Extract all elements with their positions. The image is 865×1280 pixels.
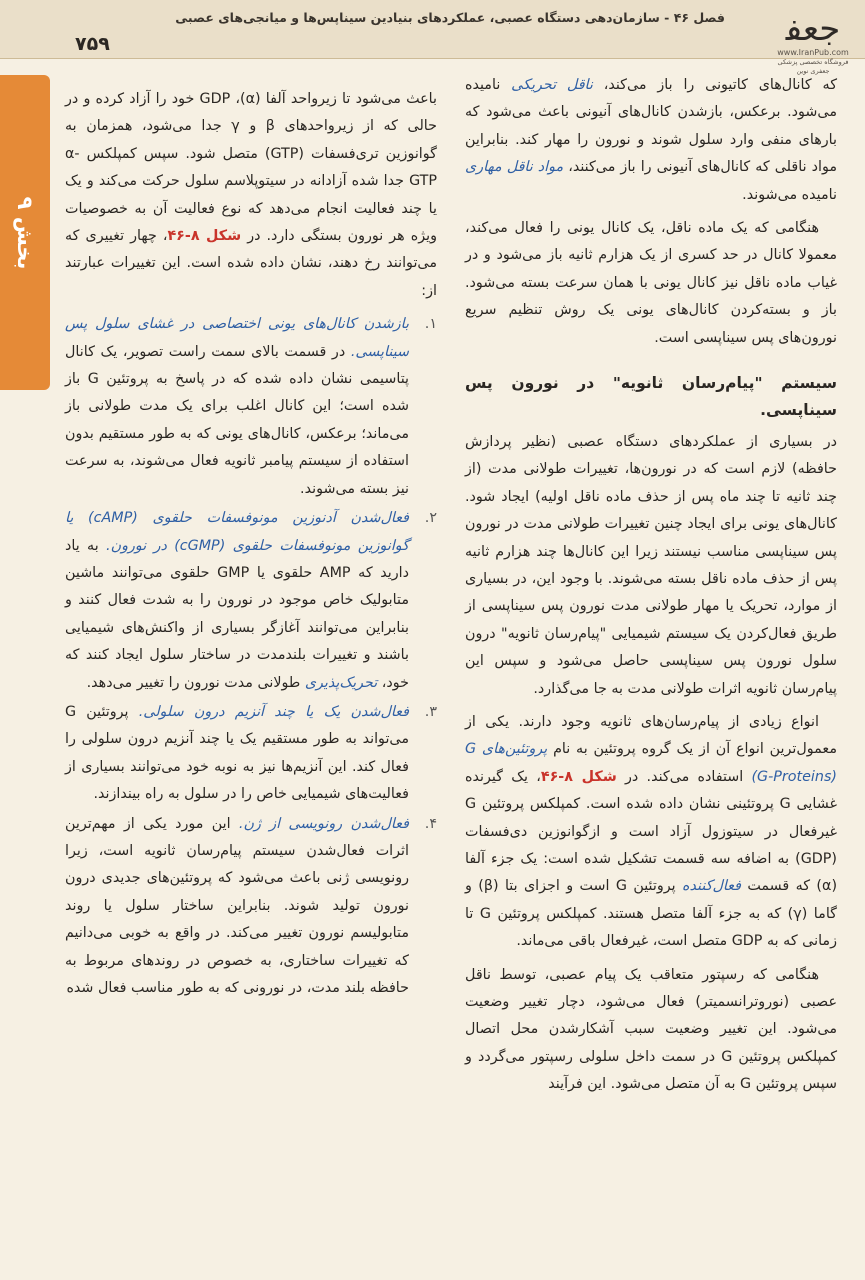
paragraph: هنگامی که رسپتور متعاقب یک پیام عصبی، توسط ناقل عصبی (نوروترانسمیتر) فعال می‌شود، دچار تغییر وضعیت می‌شود. این تغییر وضعیت سبب آشکارشدن محل اتصال کمپلکس پروتئین G در سمت داخل سلولی رسپتور می‌گردد و سپس پروتئین G به آن متصل می‌شود. این فرآیند <box>465 966 838 1093</box>
list-item <box>65 699 437 809</box>
list-item-term: فعال‌شدن آدنوزین مونوفسفات حلقوی (cAMP) یا گوانوزین مونوفسفات حلقوی (cGMP) در نورون. <box>65 510 410 554</box>
term-inhibitory: مواد ناقل مهاری <box>465 159 564 176</box>
list-item-body: به یاد دارید که AMP حلقوی یا GMP حلقوی می‌توانند ماشین متابولیک خاص موجود در نورون را به شدت فعال کنند و بنابراین می‌توانند آغازگر بسیاری از واکنش‌های شیمیایی باشند و تغییرات بلندمدت در ساختار سلول ایجاد کنند که خود، <box>65 537 409 691</box>
paragraph: انواع زیادی از پیام‌رسان‌های ثانویه وجود دارند. یکی از معمول‌ترین انواع آن از یک گروه پروتئین به نام پروتئین‌های G (G-Proteins) استفاده می‌کند. در شکل ۸-۴۶، یک گیرنده غشایی G پروتئینی نشان داده شده است. کمپلکس پروتئین G غیرفعال در سیتوزول آزاد است و ازگوانوزین دی‌فسفات (GDP) به اضافه سه قسمت تشکیل شده است: یک جزء آلفا (α) که قسمت فعال‌کننده پروتئین G است و اجزای بتا (β) و گاما (γ) که به جزء آلفا متصل هستند. کمپلکس پروتئین G تا زمانی که به GDP متصل است، غیرفعال باقی می‌ماند. <box>465 713 838 950</box>
list-item-body: در قسمت بالای سمت راست تصویر، یک کانال پتاسیمی نشان داده شده که در پاسخ به پروتئین G باز شده است؛ این کانال اغلب برای یک مدت طولانی باز می‌ماند؛ برعکس، کانال‌های یونی که به طور مستقیم بدون استفاده از سیستم پیامبر ثانویه فعال می‌شوند، به سرعت نیز بسته می‌شوند. <box>65 343 409 497</box>
list-item-term: فعال‌شدن رونویسی از ژن. <box>238 815 409 832</box>
logo-mark-icon: ﺟﻌﻔ <box>785 9 841 49</box>
paragraph: در بسیاری از عملکردهای دستگاه عصبی (نظیر پردازش حافظه) لازم است که در نورون‌ها، تغییرات طولانی مدت (از چند ثانیه تا چند ماه پس از حذف ماده ناقل اولیه) ایجاد شود. کانال‌های یونی برای ایجاد چنین تغییرات طولانی مدت در نورون پس سیناپسی مناسب نیستند زیرا این کانال‌ها چند هزارم ثانیه پس از حذف ماده ناقل بسته می‌شوند. با وجود این، در بسیاری از موارد، تحریک یا مهار طولانی مدت نورون پس سیناپسی از طریق فعال‌کردن یک سیستم شیمیایی "پیام‌رسان ثانویه" درون سلول نورون پس سیناپسی حاصل می‌شود و سپس این پیام‌رسان ثانویه اثرات طولانی مدت به جا می‌گذارد. <box>465 433 837 697</box>
left-column <box>65 86 437 1004</box>
logo-url: www.IranPub.com <box>777 48 849 57</box>
list-number: ۲. <box>424 510 437 527</box>
figure-reference[interactable]: شکل ۸-۴۶ <box>167 228 242 245</box>
list-item-body: طولانی مدت نورون را تغییر می‌دهد. <box>86 674 301 691</box>
list-item-term: تحریک‌پذیری <box>304 674 378 691</box>
list-item <box>65 311 437 503</box>
page-header-band <box>0 0 865 59</box>
figure-reference[interactable]: شکل ۸-۴۶ <box>540 768 617 785</box>
paragraph: که کانال‌های کاتیونی را باز می‌کند، ناقل تحریکی نامیده می‌شود. برعکس، بازشدن کانال‌های آنیونی باعث می‌شود که بارهای منفی وارد سلول شوند و نورون را مهار کند. بنابراین مواد ناقلی که کانال‌های آنیونی را باز می‌کنند، مواد ناقل مهاری نامیده می‌شوند. <box>465 77 838 203</box>
term-excitatory: ناقل تحریکی <box>511 77 593 93</box>
publisher-logo <box>775 9 851 75</box>
section-heading: سیستم "پیام‌رسان ثانویه" در نورون پس سیناپسی. <box>465 374 837 420</box>
chapter-title: فصل ۴۶ - سازمان‌دهی دستگاه عصبی، عملکردهای بنیادین سیناپس‌ها و میانجی‌های عصبی <box>175 10 725 25</box>
list-number: ۴. <box>424 815 437 832</box>
section-side-tab-label: بخش ۹ <box>13 196 37 269</box>
list-item-body: این مورد یکی از مهم‌ترین اثرات فعال‌شدن سیستم پیام‌رسان ثانویه است، زیرا رونویسی ژنی باعث می‌شود که پروتئین‌های جدیدی درون نورون تولید شوند. بنابراین ساختار سلول یا روند متابولیسم نورون تغییر می‌کند. در واقع به خوبی می‌دانیم که تغییرات ساختاری، به خصوص در روندهای مربوط به حافظه بلند مدت، در نورونی که به طور مناسب فعال شده <box>65 815 409 996</box>
list-item-term: بازشدن کانال‌های یونی اختصاصی در غشای سلول پس سیناپسی. <box>65 316 409 360</box>
paragraph: هنگامی که یک ماده ناقل، یک کانال یونی را فعال می‌کند، معمولا کانال در حد کسری از یک هزارم ثانیه باز می‌شود و در غیاب ماده ناقل نیز کانال یونی با همان سرعت بسته می‌شود. باز و بسته‌کردن کانال‌های یونی یک روش تنظیم سریع نورون‌های پس سیناپسی است. <box>465 220 837 346</box>
page-number: ۷۵۹ <box>75 33 110 55</box>
list-item <box>65 811 437 1003</box>
list-item <box>65 505 437 697</box>
right-column <box>465 72 837 1105</box>
paragraph: باعث می‌شود تا زیرواحد آلفا (α)، GDP خود را آزاد کرده و در حالی که از زیرواحدهای β و γ جدا می‌شود، همزمان به گوانوزین تری‌فسفات (GTP) متصل شود. سپس کمپلکس α-GTP جدا شده آزادانه در سیتوپلاسم سلول حرکت می‌کند و یک یا چند فعالیت انجام می‌دهد که نوع فعالیت آن به خصوصیات ویژه هر نورون بستگی دارد. در شکل ۸-۴۶، چهار تغییری که می‌توانند رخ دهند، نشان داده شده است. این تغییرات عبارتند از: <box>65 91 438 299</box>
list-item-term: فعال‌شدن یک یا چند آنزیم درون سلولی. <box>138 703 409 720</box>
list-item-body: پروتئین G می‌تواند به طور مستقیم یک یا چند آنزیم درون سلولی را فعال کند. این آنزیم‌ها نیز به نوبه خود می‌توانند بسیاری از فعالیت‌های شیمیایی خاص را در سلول به راه بیندازند. <box>65 703 409 803</box>
term-activator: فعال‌کننده <box>682 878 741 895</box>
term-g-proteins: پروتئین‌های G (G-Proteins) <box>465 741 837 785</box>
list-number: ۱. <box>424 316 437 333</box>
section-side-tab <box>0 75 50 390</box>
list-number: ۳. <box>424 703 437 720</box>
logo-caption: فروشگاه تخصصی پزشکی جعفری نوین <box>777 58 849 75</box>
